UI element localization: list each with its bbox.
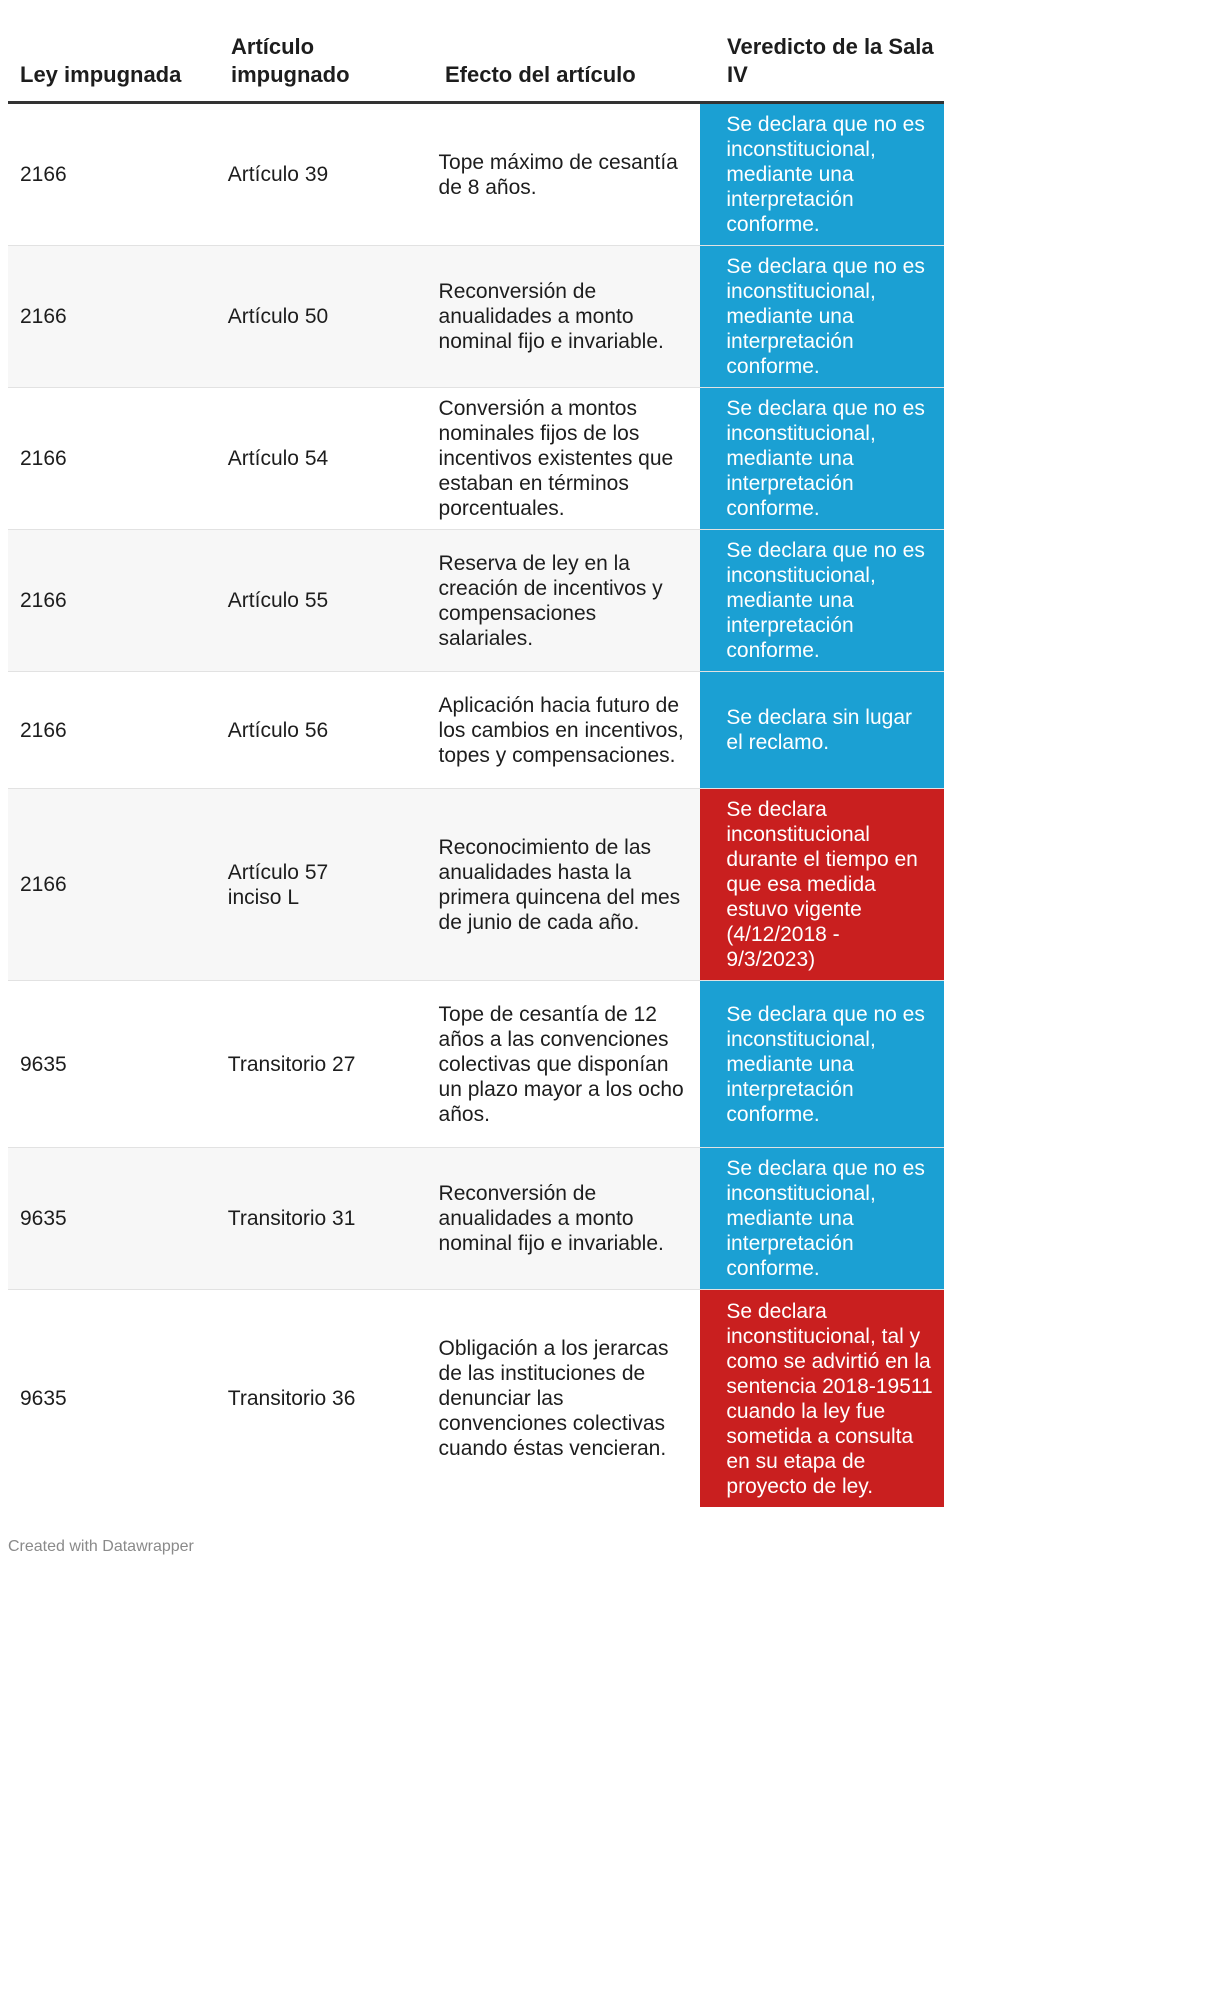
table-row	[8, 530, 944, 672]
table-row	[8, 246, 944, 388]
cell-articulo: Artículo 57 inciso L	[227, 860, 329, 909]
cell-ley: 2166	[20, 163, 67, 186]
cell-articulo: Artículo 55	[227, 589, 329, 612]
cell-veredicto: Se declara que no es inconstitucional, mediante una interpretación conforme.	[700, 388, 944, 529]
cell-efecto: Reconocimiento de las anualidades hasta la primera quincena del mes de junio de cada año.	[438, 835, 681, 934]
cell-veredicto: Se declara inconstitucional durante el tiempo en que esa medida estuvo vigente (4/12/2018 - 9/3/2023)	[700, 789, 944, 980]
cell-ley: 9635	[20, 1387, 67, 1410]
cell-veredicto: Se declara que no es inconstitucional, mediante una interpretación conforme.	[700, 104, 944, 245]
cell-ley: 2166	[20, 447, 67, 470]
cell-ley: 2166	[20, 305, 67, 328]
table-row	[8, 388, 944, 530]
verdict-table	[8, 30, 944, 1507]
cell-articulo: Artículo 39	[227, 163, 329, 186]
cell-ley: 9635	[20, 1207, 67, 1230]
cell-efecto: Reserva de ley en la creación de incentivos y compensaciones salariales.	[438, 551, 663, 650]
cell-articulo: Artículo 56	[227, 718, 329, 742]
header-veredicto: Veredicto de la Sala IV	[727, 34, 934, 87]
table-row	[8, 1290, 944, 1507]
cell-efecto: Tope máximo de cesantía de 8 años.	[438, 150, 678, 199]
cell-ley: 9635	[20, 1052, 67, 1076]
table-header	[8, 30, 944, 104]
table-row	[8, 981, 944, 1148]
cell-articulo: Artículo 50	[227, 305, 329, 328]
header-efecto: Efecto del artículo	[445, 62, 636, 87]
table-row	[8, 104, 944, 246]
table-row	[8, 1148, 944, 1290]
cell-veredicto: Se declara sin lugar el reclamo.	[700, 672, 944, 788]
table-row	[8, 789, 944, 981]
header-ley: Ley impugnada	[20, 62, 182, 87]
cell-efecto: Aplicación hacia futuro de los cambios en incentivos, topes y compensaciones.	[438, 693, 684, 767]
cell-veredicto: Se declara que no es inconstitucional, mediante una interpretación conforme.	[700, 981, 944, 1147]
cell-efecto: Reconversión de anualidades a monto nominal fijo e invariable.	[438, 280, 664, 353]
cell-veredicto: Se declara que no es inconstitucional, mediante una interpretación conforme.	[700, 530, 944, 671]
cell-efecto: Tope de cesantía de 12 años a las convenciones colectivas que disponían un plazo mayor a los ocho años.	[438, 1002, 684, 1126]
cell-ley: 2166	[20, 873, 67, 896]
cell-veredicto: Se declara que no es inconstitucional, mediante una interpretación conforme.	[700, 1148, 944, 1289]
cell-veredicto: Se declara que no es inconstitucional, mediante una interpretación conforme.	[700, 246, 944, 387]
cell-articulo: Transitorio 36	[227, 1387, 356, 1410]
cell-ley: 2166	[20, 718, 67, 742]
datawrapper-credit: Created with Datawrapper	[8, 1538, 194, 1555]
cell-articulo: Transitorio 31	[227, 1207, 356, 1230]
cell-veredicto: Se declara inconstitucional, tal y como se advirtió en la sentencia 2018-19511 cuando la ley fue sometida a consulta en su etapa de proyecto de ley.	[700, 1290, 944, 1507]
table-row	[8, 672, 944, 789]
cell-efecto: Conversión a montos nominales fijos de los incentivos existentes que estaban en términos porcentuales.	[438, 397, 674, 520]
cell-efecto: Reconversión de anualidades a monto nominal fijo e invariable.	[438, 1182, 664, 1255]
header-articulo: Artículo impugnado	[231, 34, 350, 87]
cell-articulo: Artículo 54	[227, 447, 329, 470]
cell-ley: 2166	[20, 589, 67, 612]
cell-efecto: Obligación a los jerarcas de las instituciones de denunciar las convenciones colectivas cuando éstas vencieran.	[438, 1337, 669, 1460]
cell-articulo: Transitorio 27	[227, 1052, 356, 1076]
